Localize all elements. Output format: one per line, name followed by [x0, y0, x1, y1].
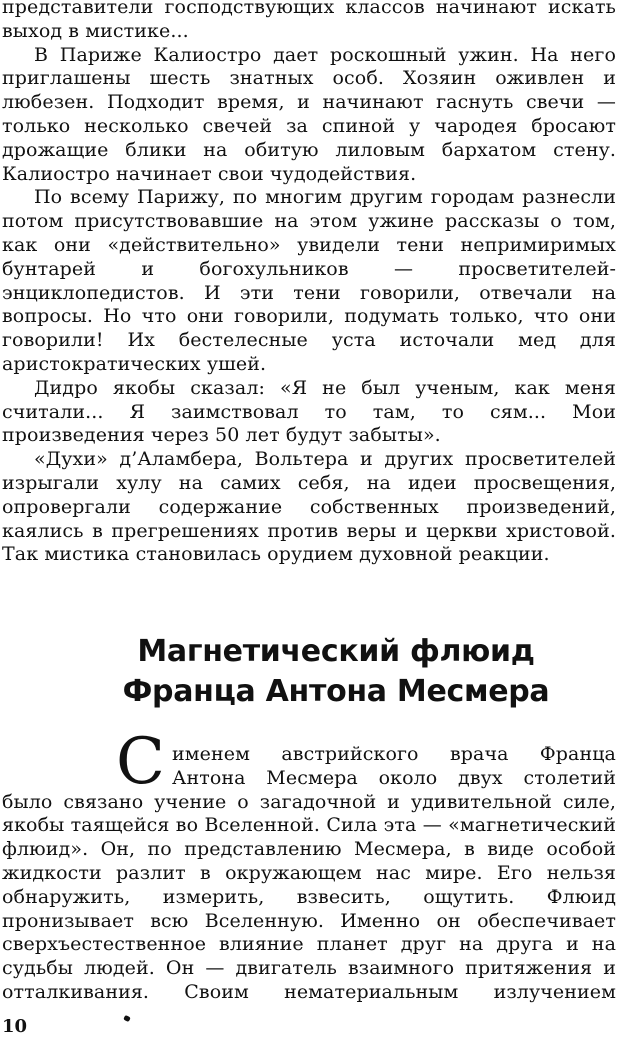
- paragraph-diderot-quote: Дидро якобы сказал: «Я не был ученым, как меня считали... Я заимствовал то там, то сям... Мои произведения через 50 лет будут забыты».: [2, 376, 616, 447]
- section-heading: [0, 632, 620, 712]
- top-text-block: [2, 0, 616, 567]
- paragraph-continuation: представители господствующих классов начинают искать выход в мистике...: [2, 0, 616, 42]
- section-heading-line-1: Магнетический флюид: [137, 634, 535, 669]
- drop-cap-letter: С: [116, 725, 165, 799]
- dropcap-line-2: Антона Месмера около двух столетий: [172, 766, 616, 789]
- print-mark: [123, 1015, 131, 1022]
- paragraph-cagliostro-dinner: В Париже Калиостро дает роскошный ужин. На него приглашены шесть знатных особ. Хозяин оживлен и любезен. Подходит время, и начинают гаснуть свечи — только несколько свечей за спиной у чародея бросают дрожащие блики на обитую лиловым бархатом стену. Калиостро начинает свои чудодействия.: [2, 43, 616, 185]
- bottom-text-block: [2, 743, 616, 1005]
- paragraph-rumors-paris: По всему Парижу, по многим другим городам разнесли потом присутствовавшие на этом ужине рассказы о том, как они «действительно» увидели тени непримиримых бунтарей и богохульников — просветителей-энциклопедистов. И эти тени говорили, отвечали на вопросы. Но что они говорили, подумать только, что они говорили! Их бестелесные уста источали мед для аристократических ушей.: [2, 186, 616, 375]
- page-number: 10: [2, 1016, 28, 1037]
- paragraph-spirits-enlighteners: «Духи» д’Аламбера, Вольтера и других просветителей изрыгали хулу на самих себя, на идеи просвещения, опровергали содержание собственных произведений, каялись в прегрешениях против веры и церкви христовой. Так мистика становилась орудием духовной реакции.: [2, 448, 616, 566]
- paragraph-mesmer-fluid: было связано учение о загадочной и удивительной силе, якобы таящейся во Вселенной. Сила эта — «магнетический флюид». Он, по представлению Месмера, в виде особой жидкости разлит в окружающем нас мире. Его нельзя обнаружить, измерить, взвесить, ощутить. Флюид пронизывает всю Вселенную. Именно он обеспечивает сверхъестественное влияние планет друг на друга и на судьбы людей. Он — двигатель взаимного притяжения и отталкивания. Своим нематериальным излучением: [2, 790, 616, 1003]
- section-heading-line-2: Франца Антона Месмера: [122, 674, 550, 709]
- dropcap-line-1: именем австрийского врача Франца: [172, 743, 616, 765]
